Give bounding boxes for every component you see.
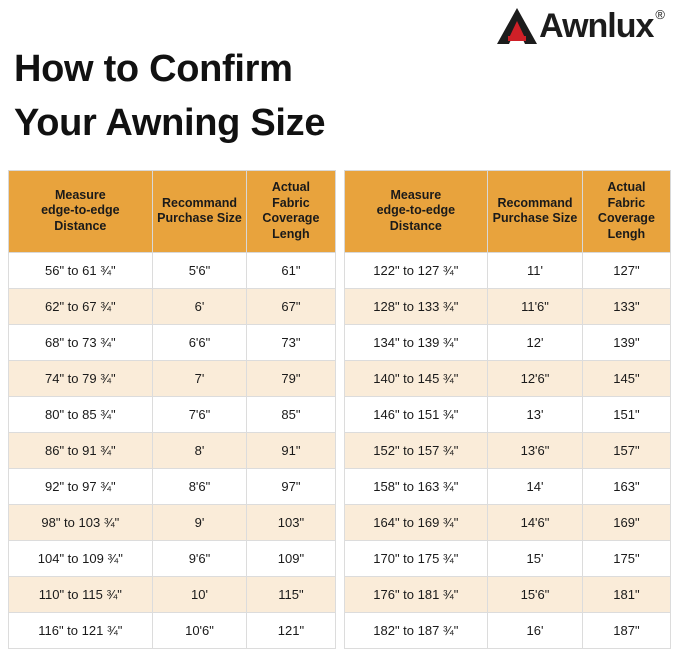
size-tables — [8, 170, 671, 649]
cell-measure: 164" to 169 ¾" — [344, 504, 488, 540]
cell-recommend: 6'6" — [152, 324, 247, 360]
cell-measure: 98" to 103 ¾" — [9, 504, 153, 540]
cell-measure: 146" to 151 ¾" — [344, 396, 488, 432]
table-row — [9, 540, 336, 576]
cell-measure: 80" to 85 ¾" — [9, 396, 153, 432]
cell-measure: 176" to 181 ¾" — [344, 576, 488, 612]
col-header-coverage: Actual Fabric Coverage Lengh — [247, 171, 335, 253]
cell-measure: 116" to 121 ¾" — [9, 612, 153, 648]
cell-coverage: 79" — [247, 360, 335, 396]
table-row — [9, 468, 336, 504]
cell-recommend: 10' — [152, 576, 247, 612]
table-row — [344, 288, 671, 324]
table-head-left — [9, 171, 336, 253]
cell-recommend: 6' — [152, 288, 247, 324]
table-row — [344, 396, 671, 432]
cell-recommend: 12'6" — [488, 360, 583, 396]
cell-coverage: 145" — [582, 360, 670, 396]
cell-coverage: 175" — [582, 540, 670, 576]
col-header-measure: Measure edge-to-edge Distance — [344, 171, 488, 253]
cell-recommend: 8'6" — [152, 468, 247, 504]
cell-recommend: 8' — [152, 432, 247, 468]
table-row — [9, 288, 336, 324]
awnlux-logo-icon — [496, 6, 538, 46]
table-row — [9, 576, 336, 612]
table-head-right — [344, 171, 671, 253]
cell-measure: 110" to 115 ¾" — [9, 576, 153, 612]
page-title-line-1: How to Confirm — [14, 48, 293, 91]
registered-trademark-icon: ® — [655, 7, 665, 22]
table-row — [9, 252, 336, 288]
cell-coverage: 127" — [582, 252, 670, 288]
table-row — [344, 252, 671, 288]
table-row — [344, 504, 671, 540]
cell-coverage: 139" — [582, 324, 670, 360]
brand-name: Awnlux — [539, 7, 654, 45]
table-body-left — [9, 252, 336, 648]
cell-recommend: 9' — [152, 504, 247, 540]
cell-measure: 86" to 91 ¾" — [9, 432, 153, 468]
cell-coverage: 121" — [247, 612, 335, 648]
cell-coverage: 169" — [582, 504, 670, 540]
table-row — [9, 324, 336, 360]
cell-recommend: 5'6" — [152, 252, 247, 288]
cell-recommend: 7' — [152, 360, 247, 396]
table-row — [9, 504, 336, 540]
cell-coverage: 163" — [582, 468, 670, 504]
cell-measure: 128" to 133 ¾" — [344, 288, 488, 324]
col-header-recommend: Recommand Purchase Size — [488, 171, 583, 253]
cell-coverage: 109" — [247, 540, 335, 576]
cell-measure: 170" to 175 ¾" — [344, 540, 488, 576]
cell-coverage: 133" — [582, 288, 670, 324]
size-table-left — [8, 170, 336, 649]
table-row — [344, 468, 671, 504]
cell-recommend: 13' — [488, 396, 583, 432]
cell-measure: 134" to 139 ¾" — [344, 324, 488, 360]
cell-recommend: 14'6" — [488, 504, 583, 540]
table-row — [9, 396, 336, 432]
cell-measure: 62" to 67 ¾" — [9, 288, 153, 324]
cell-coverage: 181" — [582, 576, 670, 612]
page-header — [0, 0, 679, 152]
cell-measure: 158" to 163 ¾" — [344, 468, 488, 504]
cell-measure: 74" to 79 ¾" — [9, 360, 153, 396]
cell-recommend: 12' — [488, 324, 583, 360]
cell-coverage: 61" — [247, 252, 335, 288]
col-header-recommend: Recommand Purchase Size — [152, 171, 247, 253]
cell-coverage: 73" — [247, 324, 335, 360]
table-header-row — [344, 171, 671, 253]
table-row — [344, 576, 671, 612]
cell-recommend: 9'6" — [152, 540, 247, 576]
size-table-right — [344, 170, 672, 649]
table-row — [344, 540, 671, 576]
cell-coverage: 151" — [582, 396, 670, 432]
col-header-coverage: Actual Fabric Coverage Lengh — [582, 171, 670, 253]
cell-coverage: 85" — [247, 396, 335, 432]
table-row — [344, 324, 671, 360]
cell-recommend: 11'6" — [488, 288, 583, 324]
cell-recommend: 16' — [488, 612, 583, 648]
cell-coverage: 115" — [247, 576, 335, 612]
table-header-row — [9, 171, 336, 253]
table-row — [344, 360, 671, 396]
page-title-line-2: Your Awning Size — [14, 102, 326, 145]
cell-measure: 68" to 73 ¾" — [9, 324, 153, 360]
table-row — [344, 432, 671, 468]
cell-measure: 56" to 61 ¾" — [9, 252, 153, 288]
cell-measure: 182" to 187 ¾" — [344, 612, 488, 648]
table-row — [9, 360, 336, 396]
cell-recommend: 11' — [488, 252, 583, 288]
cell-coverage: 103" — [247, 504, 335, 540]
cell-recommend: 7'6" — [152, 396, 247, 432]
cell-recommend: 14' — [488, 468, 583, 504]
col-header-measure: Measure edge-to-edge Distance — [9, 171, 153, 253]
cell-recommend: 15'6" — [488, 576, 583, 612]
cell-recommend: 10'6" — [152, 612, 247, 648]
table-body-right — [344, 252, 671, 648]
cell-recommend: 15' — [488, 540, 583, 576]
cell-coverage: 67" — [247, 288, 335, 324]
table-row — [9, 612, 336, 648]
cell-coverage: 157" — [582, 432, 670, 468]
cell-measure: 140" to 145 ¾" — [344, 360, 488, 396]
cell-coverage: 187" — [582, 612, 670, 648]
cell-coverage: 91" — [247, 432, 335, 468]
cell-measure: 122" to 127 ¾" — [344, 252, 488, 288]
table-row — [9, 432, 336, 468]
cell-recommend: 13'6" — [488, 432, 583, 468]
cell-coverage: 97" — [247, 468, 335, 504]
brand-lockup — [496, 6, 665, 46]
cell-measure: 152" to 157 ¾" — [344, 432, 488, 468]
table-row — [344, 612, 671, 648]
cell-measure: 104" to 109 ¾" — [9, 540, 153, 576]
cell-measure: 92" to 97 ¾" — [9, 468, 153, 504]
page-title — [14, 43, 484, 151]
